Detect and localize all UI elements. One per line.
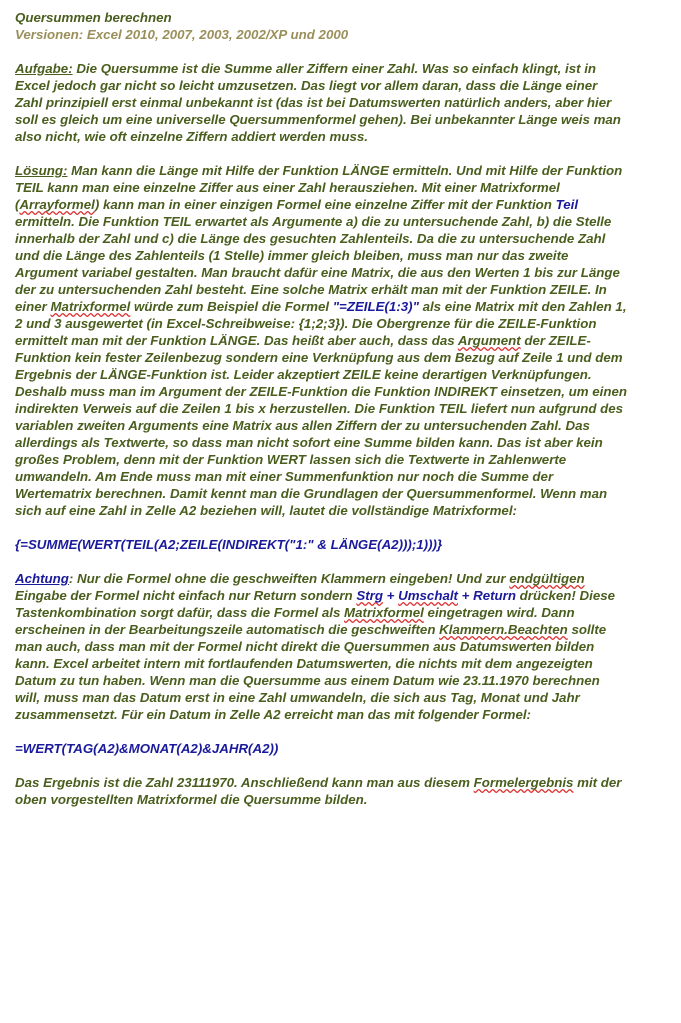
teil-word: Teil (555, 197, 579, 212)
aufgabe-paragraph (15, 60, 627, 145)
return-key: Return (473, 588, 516, 603)
achtung-text-4: eingetragen wird. Dann erscheinen in der Bearbeitungszeile automatisch die geschweiften (15, 605, 575, 637)
spacer (15, 757, 627, 774)
date-formula: =WERT(TAG(A2)&MONAT(A2)&JAHR(A2)) (15, 741, 279, 756)
zeile-formula: "=ZEILE(1:3)" (332, 299, 419, 314)
doc-subtitle: Versionen: Excel 2010, 2007, 2003, 2002/XP und 2000 (15, 27, 349, 42)
loesung-paragraph (15, 162, 627, 519)
loesung-label: Lösung: (15, 163, 68, 178)
formelergebnis-word: Formelergebnis (473, 775, 574, 790)
matrixformel-word: Matrixformel (344, 605, 424, 620)
aufgabe-label: Aufgabe: (15, 61, 73, 76)
doc-title: Quersummen berechnen (15, 10, 172, 25)
ergebnis-text-2: mit der oben vorgestellten Matrixformel die Quersumme bilden. (15, 775, 622, 807)
achtung-paragraph (15, 570, 627, 723)
loesung-text-2: ) kann man in einer einzigen Formel eine einzelne Ziffer mit der Funktion (94, 197, 556, 212)
achtung-text-3: drücken! Diese Tastenkombination sorgt dafür, dass die Formel als (15, 588, 616, 620)
spacer (15, 723, 627, 740)
matrixformel-word: Matrixformel (50, 299, 131, 314)
ergebnis-text-1: Das Ergebnis ist die Zahl 23111970. Anschließend kann man aus diesem (15, 775, 474, 790)
spacer (15, 519, 627, 536)
spacer (15, 43, 627, 60)
achtung-text-2: Eingabe der Formel nicht einfach nur Return sondern (15, 588, 357, 603)
spacer (15, 553, 627, 570)
strg-key: Strg (356, 588, 383, 603)
achtung-text-5: sollte man auch, dass man mit der Formel nicht direkt die Quersummen aus Datumswerten bilden kann. Excel arbeitet intern mit fortlaufenden Datumswerten, die nichts mit dem angezeigten Datum zu tun haben. Wenn man die Quersumme aus einem Datum wie 23.11.1970 berechnen will, muss man das Datum erst in eine Zahl umwandeln, die sich aus Tag, Monat und Jahr zusammensetzt. Für ein Datum in Zelle A2 erreicht man das mit folgender Formel: (15, 622, 607, 722)
loesung-text-3: ermitteln. Die Funktion TEIL erwartet als Argumente a) die zu untersuchende Zahl, b) die Stelle innerhalb der Zahl und c) die Länge des gesuchten Zahlenteils. Da die zu untersuchende Zahl und die Länge des Zahlenteils (1 Stelle) immer gleich bleiben, muss man nur das zweite Argument variabel gestalten. Man braucht dafür eine Matrix, die aus den Werten 1 bis zur Länge der zu untersuchenden Zahl besteht. Eine solche Matrix erhält man mit der Funktion ZEILE. In einer (15, 214, 620, 314)
document-page (15, 9, 627, 808)
loesung-text-4: würde zum Beispiel die Formel (130, 299, 333, 314)
loesung-text-6: der ZEILE-Funktion kein fester Zeilenbezug sondern eine Verknüpfung aus dem Bezug auf Zeile 1 und dem Ergebnis der LÄNGE-Funktion ist. Leider akzeptiert ZEILE keine derartigen Verknüpfungen. Deshalb muss man im Argument der ZEILE-Funktion die Funktion INDIREKT einsetzen, um einen indirekten Verweis auf die Zeilen 1 bis x herzustellen. Die Funktion TEIL liefert nun aufgrund des variablen zweiten Arguments eine Matrix aus allen Ziffern der zu untersuchenden Zahl. Das allerdings als Textwerte, so dass man nicht sofort eine Summe bilden kann. Das ist aber kein großes Problem, denn mit der Funktion WERT lassen sich die Textwerte in Zahlenwerte umwandeln. Am Ende muss man mit einer Summenfunktion nur noch die Summe der Wertematrix berechnen. Damit kennt man die Grundlagen der Quersummenformel. Wenn man sich auf eine Zahl in Zelle A2 beziehen will, lautet die vollständige Matrixformel: (15, 333, 627, 518)
argument-word: Argument (457, 333, 521, 348)
achtung-label: Achtung (15, 571, 69, 586)
loesung-text-1: Man kann die Länge mit Hilfe der Funktion LÄNGE ermitteln. Und mit Hilfe der Funktion TEIL kann man eine einzelne Ziffer aus einer Zahl herausziehen. Mit einer Matrixformel ( (15, 163, 623, 212)
aufgabe-text: Die Quersumme ist die Summe aller Ziffern einer Zahl. Was so einfach klingt, ist in Excel jedoch gar nicht so leicht umzusetzen. Das liegt vor allem daran, dass die Länge einer Zahl prinzipiell erst einmal unbekannt ist (das ist bei Datumswerten natürlich anders, aber hier soll es gleich um eine universelle Quersummenformel gehen). Bei unbekannter Länge weis man also nicht, wie oft einzelne Ziffern addiert werden muss. (15, 61, 621, 144)
arrayformel-word: Arrayformel (19, 197, 95, 212)
plus-sign: + (457, 588, 474, 603)
plus-sign: + (382, 588, 399, 603)
achtung-text-1: : Nur die Formel ohne die geschweiften Klammern eingeben! Und zur (68, 571, 510, 586)
klammern-word: Klammern.Beachten (439, 622, 568, 637)
loesung-text-5: als eine Matrix mit den Zahlen 1, 2 und 3 ausgewertet (in Excel-Schreibweise: {1;2;3}). Die Obergrenze für die ZEILE-Funktion ermittelt man mit der Funktion LÄNGE. Das heißt aber auch, dass das (15, 299, 627, 348)
endgueltigen-word: endgültigen (509, 571, 585, 586)
spacer (15, 145, 627, 162)
ergebnis-paragraph (15, 774, 627, 808)
matrix-formula: {=SUMME(WERT(TEIL(A2;ZEILE(INDIREKT("1:" & LÄNGE(A2)));1)))} (15, 537, 443, 552)
umschalt-key: Umschalt (398, 588, 458, 603)
